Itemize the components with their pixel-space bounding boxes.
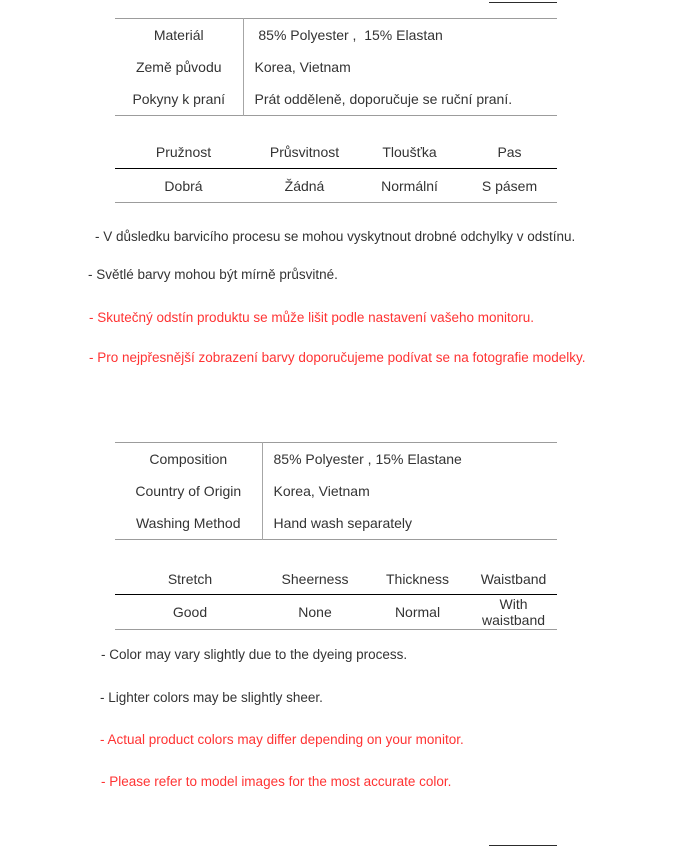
note-line: - Lighter colors may be slightly sheer. bbox=[100, 690, 323, 705]
cell-value: Žádná bbox=[284, 177, 325, 194]
note-line: - Actual product colors may differ depending on your monitor. bbox=[100, 732, 464, 747]
note-line: - Světlé barvy mohou být mírně průsvitné. bbox=[88, 267, 338, 282]
column-header: Pas bbox=[462, 136, 557, 169]
row-value: Prát odděleně, doporučuje se ruční praní. bbox=[254, 91, 513, 107]
cropped-line-bottom bbox=[489, 845, 557, 846]
row-value: Korea, Vietnam bbox=[254, 59, 351, 75]
table-row bbox=[115, 507, 557, 540]
note-line: - Pro nejpřesnější zobrazení barvy doporučujeme podívat se na fotografie modelky. bbox=[89, 350, 586, 365]
cell-value: Dobrá bbox=[164, 177, 203, 194]
table-row bbox=[115, 475, 557, 507]
column-header: Pružnost bbox=[115, 136, 252, 169]
row-value: Korea, Vietnam bbox=[273, 483, 370, 499]
row-label: Country of Origin bbox=[115, 475, 262, 507]
english-properties-table bbox=[115, 564, 557, 630]
column-header: Thickness bbox=[365, 564, 470, 595]
table-header-row bbox=[115, 564, 557, 595]
note-line: - Please refer to model images for the most accurate color. bbox=[101, 774, 452, 789]
note-line: - V důsledku barvicího procesu se mohou vyskytnout drobné odchylky v odstínu. bbox=[95, 229, 576, 244]
table-row bbox=[115, 19, 557, 52]
row-label: Washing Method bbox=[115, 507, 262, 540]
row-value: 85% Polyester , 15% Elastan bbox=[254, 27, 443, 43]
column-header: Tloušťka bbox=[357, 136, 462, 169]
row-label: Materiál bbox=[115, 19, 243, 52]
cell-value: Normal bbox=[394, 604, 441, 620]
table-row bbox=[115, 169, 557, 203]
table-row bbox=[115, 443, 557, 476]
note-line: - Skutečný odstín produktu se může lišit podle nastavení vašeho monitoru. bbox=[89, 310, 534, 325]
column-header: Sheerness bbox=[265, 564, 365, 595]
column-header: Waistband bbox=[470, 564, 557, 595]
row-value: Hand wash separately bbox=[273, 515, 413, 531]
table-header-row bbox=[115, 136, 557, 169]
row-label: Země původu bbox=[115, 51, 243, 83]
cell-value: Normální bbox=[381, 177, 438, 194]
column-header: Průsvitnost bbox=[252, 136, 357, 169]
table-row bbox=[115, 51, 557, 83]
table-row bbox=[115, 83, 557, 116]
cell-value: S pásem bbox=[481, 177, 538, 194]
cropped-line-top bbox=[489, 2, 557, 3]
row-label: Composition bbox=[115, 443, 262, 476]
english-material-table bbox=[115, 442, 557, 540]
note-line: - Color may vary slightly due to the dyeing process. bbox=[101, 647, 408, 662]
row-label: Pokyny k praní bbox=[115, 83, 243, 116]
czech-properties-table bbox=[115, 136, 557, 203]
czech-material-table bbox=[115, 18, 557, 116]
cell-value: None bbox=[298, 604, 332, 620]
cell-value: Good bbox=[172, 604, 208, 620]
table-row bbox=[115, 595, 557, 630]
row-value: 85% Polyester , 15% Elastane bbox=[273, 451, 462, 467]
column-header: Stretch bbox=[115, 564, 265, 595]
cell-value: With waistband bbox=[481, 596, 546, 628]
